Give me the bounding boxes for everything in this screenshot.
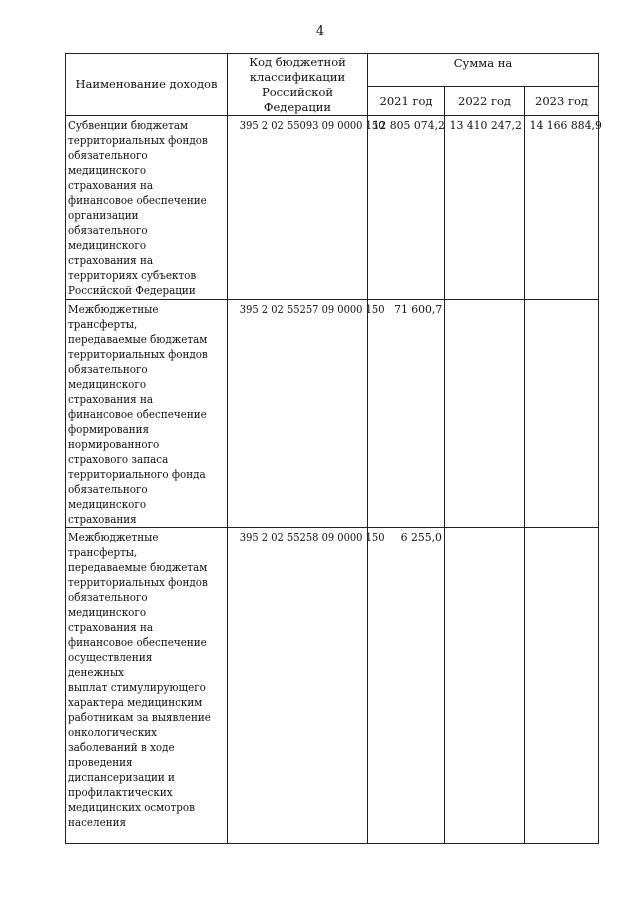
row-code: 395 2 02 55257 09 0000 150 <box>239 302 385 316</box>
header-sum: Сумма на <box>368 54 599 87</box>
row-name-cell <box>66 528 228 844</box>
amount-value: 12 805 074,2 <box>372 118 445 132</box>
header-year-2022: 2022 год <box>445 87 525 116</box>
header-code <box>228 54 368 116</box>
row-amount-2021 <box>368 300 445 528</box>
page-number: 4 <box>315 24 325 39</box>
table-header-row <box>66 54 599 87</box>
row-code-cell <box>228 528 385 844</box>
row-name: Субвенции бюджетам территориальных фондов обязательного медицинского страхования на финансовое обеспечение организации обязательного медицинского страхования на территориях субъектов Российской Федерации <box>68 118 208 297</box>
header-name <box>66 54 228 116</box>
header-code-text: Код бюджетной классификации Российской Федерации <box>249 55 346 114</box>
amount-value: 14 166 884,9 <box>529 118 602 132</box>
row-amount-2022 <box>445 116 525 300</box>
row-code: 395 2 02 55093 09 0000 150 <box>239 118 385 132</box>
income-table <box>65 53 602 844</box>
header-name-text: Наименование доходов <box>75 77 218 91</box>
table-row <box>66 116 599 300</box>
row-amount-2022 <box>445 300 525 528</box>
row-name-cell <box>66 116 228 300</box>
row-code-cell <box>228 116 385 300</box>
row-amount-2021 <box>368 116 445 300</box>
header-year-2023: 2023 год <box>525 87 599 116</box>
row-amount-2021 <box>368 528 445 844</box>
amount-value: 6 255,0 <box>400 530 442 544</box>
row-name-cell <box>66 300 228 528</box>
row-amount-2022 <box>445 528 525 844</box>
row-name: Межбюджетные трансферты, передаваемые бюджетам территориальных фондов обязательного медицинского страхования на финансовое обеспечение осуществления денежных выплат стимулирующего характера медицинским работникам за выявление онкологических заболеваний в ходе проведения диспансеризации и профилактических медицинских осмотров населения <box>68 530 211 829</box>
header-year-2021: 2021 год <box>368 87 445 116</box>
row-code-cell <box>228 300 385 528</box>
row-amount-2023 <box>525 116 602 300</box>
row-code: 395 2 02 55258 09 0000 150 <box>239 530 385 544</box>
row-name: Межбюджетные трансферты, передаваемые бюджетам территориальных фондов обязательного медицинского страхования на финансовое обеспечение формирования нормированного страхового запаса территориального фонда обязательного медицинского страхования <box>68 302 208 526</box>
table-row <box>66 528 599 844</box>
amount-value: 13 410 247,2 <box>449 118 522 132</box>
row-amount-2023 <box>525 300 599 528</box>
row-amount-2023 <box>525 528 599 844</box>
table-row <box>66 300 599 528</box>
amount-value: 71 600,7 <box>393 302 442 316</box>
